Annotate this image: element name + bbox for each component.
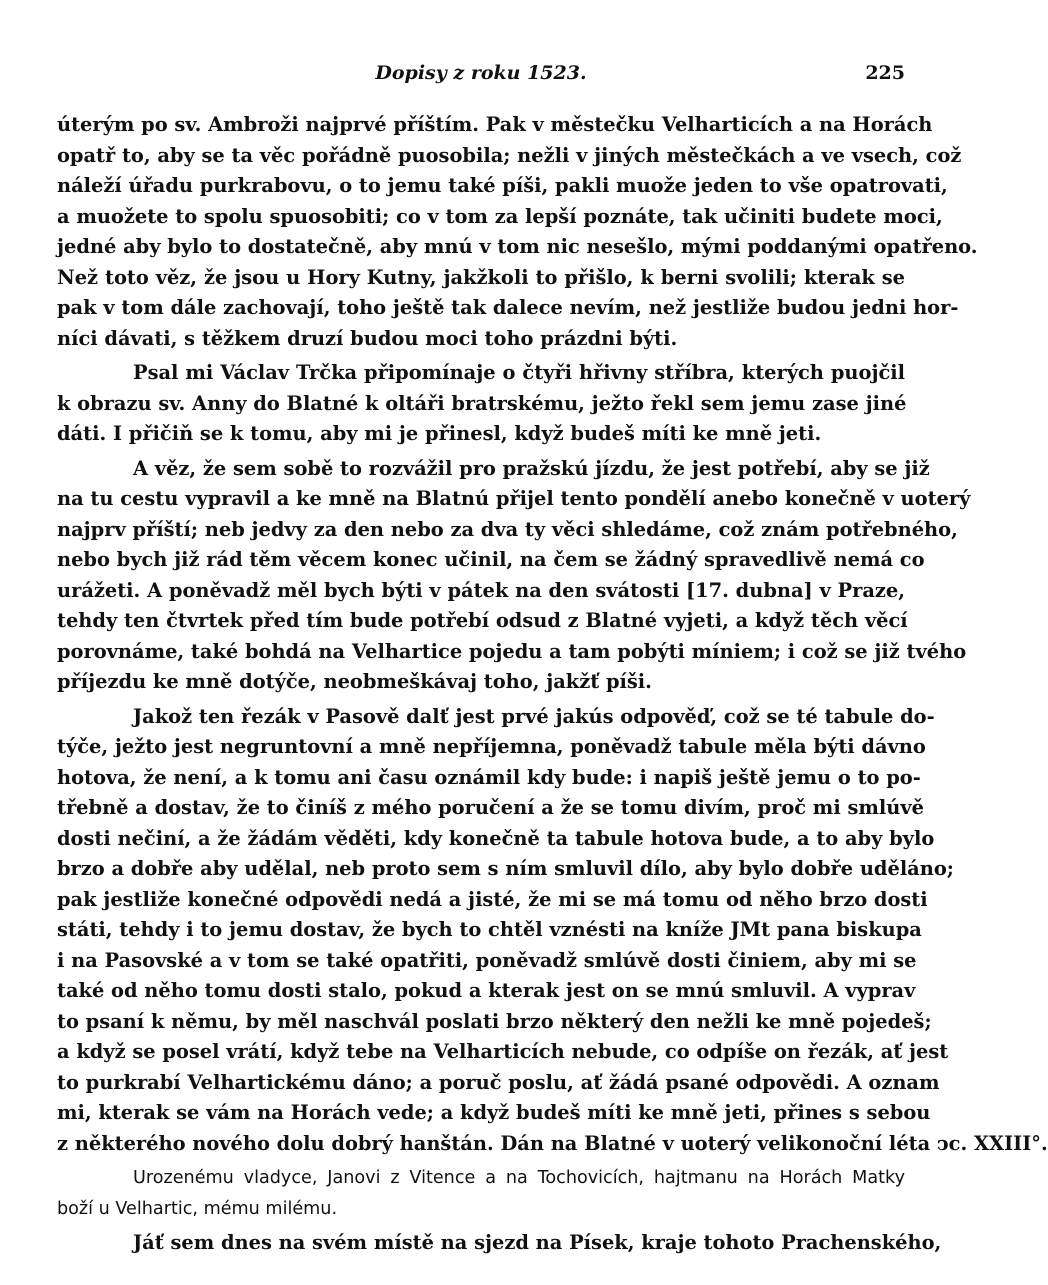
text-line: dáti. I přičiň se k tomu, aby mi je přinesl, když budeš míti ke mně jeti. [57, 422, 822, 445]
text-line: Než toto věz, že jsou u Hory Kutny, jakžkoli to přišlo, k berni svolili; kterak se [57, 265, 905, 289]
text-line: třebně a dostav, že to činíš z mého poručení a že se tomu divím, proč mi smlúvě [57, 796, 924, 819]
text-line: brzo a dobře aby udělal, neb proto sem s ním smluvil dílo, aby bylo dobře uděláno; [57, 857, 954, 880]
text-line: tehdy ten čtvrtek před tím bude potřebí odsud z Blatné vyjeti, a když těch věcí [57, 609, 908, 632]
text-line: příjezdu ke mně dotýče, neobmeškávaj toho, jakžť píši. [57, 670, 652, 693]
text-line: najprv příští; neb jedvy za den nebo za dva ty věci shledáme, což znám potřebného, [57, 517, 958, 541]
text-line: Jáť sem dnes na svém místě na sjezd na Písek, kraje tohoto Prachenského, [133, 1231, 942, 1254]
text-line: náleží úřadu purkrabovu, o to jemu také píši, pakli muože jeden to vše opatrovati, [57, 174, 948, 197]
paragraph [57, 110, 978, 354]
text-line: pak v tom dále zachovají, toho ještě tak dalece nevím, než jestliže budou jedni hor- [57, 296, 959, 319]
text-line: níci dávati, s těžkem druzí budou moci toho prázdni býti. [57, 326, 678, 350]
paragraph [57, 454, 971, 698]
text-line: A věz, že sem sobě to rozvážil pro pražskú jízdu, že jest potřebí, aby se již [133, 456, 930, 480]
text-line: hotova, že není, a k tomu ani času oznámil kdy bude: i napiš ještě jemu o to po- [57, 765, 921, 789]
text-line: a muožete to spolu spuosobiti; co v tom za lepší poznáte, tak učiniti budete moci, [57, 204, 943, 228]
text-line: to psaní k němu, by měl naschvál poslati brzo některý den nežli ke mně pojedeš; [57, 1009, 932, 1033]
header-title: Dopisy z roku 1523. [375, 62, 587, 84]
paragraph [57, 702, 1048, 1160]
text-line: jedné aby bylo to dostatečně, aby mnú v tom nic nesešlo, mými poddanými opatřeno. [57, 235, 978, 258]
text-line: úterým po sv. Ambroži najprvé příštím. Pak v městečku Velharticích a na Horách [57, 113, 933, 136]
text-line: dosti nečiní, a že žádám věděti, kdy konečně ta tabule hotova bude, a to aby bylo [57, 826, 935, 850]
paragraph [57, 1228, 942, 1259]
text-line: i na Pasovské a v tom se také opatřiti, poněvadž smlúvě dosti činiem, aby mi se [57, 948, 917, 972]
text-line: týče, ježto jest negruntovní a mně nepříjemna, poněvadž tabule měla býti dávno [57, 735, 926, 758]
text-line: na tu cestu vypravil a ke mně na Blatnú přijel tento pondělí anebo konečně v uoterý [57, 487, 971, 510]
text-line: z některého nového dolu dobrý hanštán. Dán na Blatné v uoterý velikonoční léta ͻc. XXIII°. [57, 1131, 1048, 1155]
document-body [57, 110, 1048, 1259]
text-line: pak jestliže konečné odpovědi nedá a jisté, že mi se má tomu od něho brzo dosti [57, 887, 928, 911]
text-line: mi, kterak se vám na Horách vede; a když budeš míti ke mně jeti, přines s sebou [57, 1101, 931, 1124]
text-line: Jakož ten řezák v Pasově dalť jest prvé jakús odpověď, což se té tabule do- [133, 704, 935, 728]
text-line: opatř to, aby se ta věc pořádně puosobila; nežli v jiných městečkách a ve vsech, což [57, 143, 962, 167]
address-block [57, 1163, 905, 1224]
text-line: boží u Velhartic, mému milému. [57, 1198, 338, 1219]
text-line: nebo bych již rád těm věcem konec učinil, na čem se žádný spravedlivě nemá co [57, 548, 925, 571]
paragraph [57, 358, 905, 450]
text-line: a když se posel vrátí, když tebe na Velharticích nebude, co odpíše on řezák, ať jest [57, 1040, 949, 1063]
page-number: 225 [865, 62, 905, 84]
running-header [57, 60, 905, 90]
text-line: urážeti. A poněvadž měl bych býti v pátek na den svátosti [17. dubna] v Praze, [57, 578, 905, 602]
text-line: k obrazu sv. Anny do Blatné k oltáři bratrskému, ježto řekl sem jemu zase jiné [57, 391, 907, 415]
text-line: také od něho tomu dosti stalo, pokud a kterak jest on se mnú smluvil. A vyprav [57, 979, 916, 1002]
text-line: porovnáme, také bohdá na Velhartice pojedu a tam pobýti míniem; i což se již tvého [57, 639, 967, 663]
text-line: to purkrabí Velhartickému dáno; a poruč poslu, ať žádá psané odpovědi. A oznam [57, 1070, 940, 1094]
text-line: Urozenému vladyce, Janovi z Vitence a na Tochovicích, hajtmanu na Horách Matky [133, 1168, 905, 1188]
text-line: Psal mi Václav Trčka připomínaje o čtyři hřivny stříbra, kterých puojčil [133, 361, 905, 384]
text-line: státi, tehdy i to jemu dostav, že bych to chtěl vznésti na kníže JMt pana biskupa [57, 918, 922, 941]
